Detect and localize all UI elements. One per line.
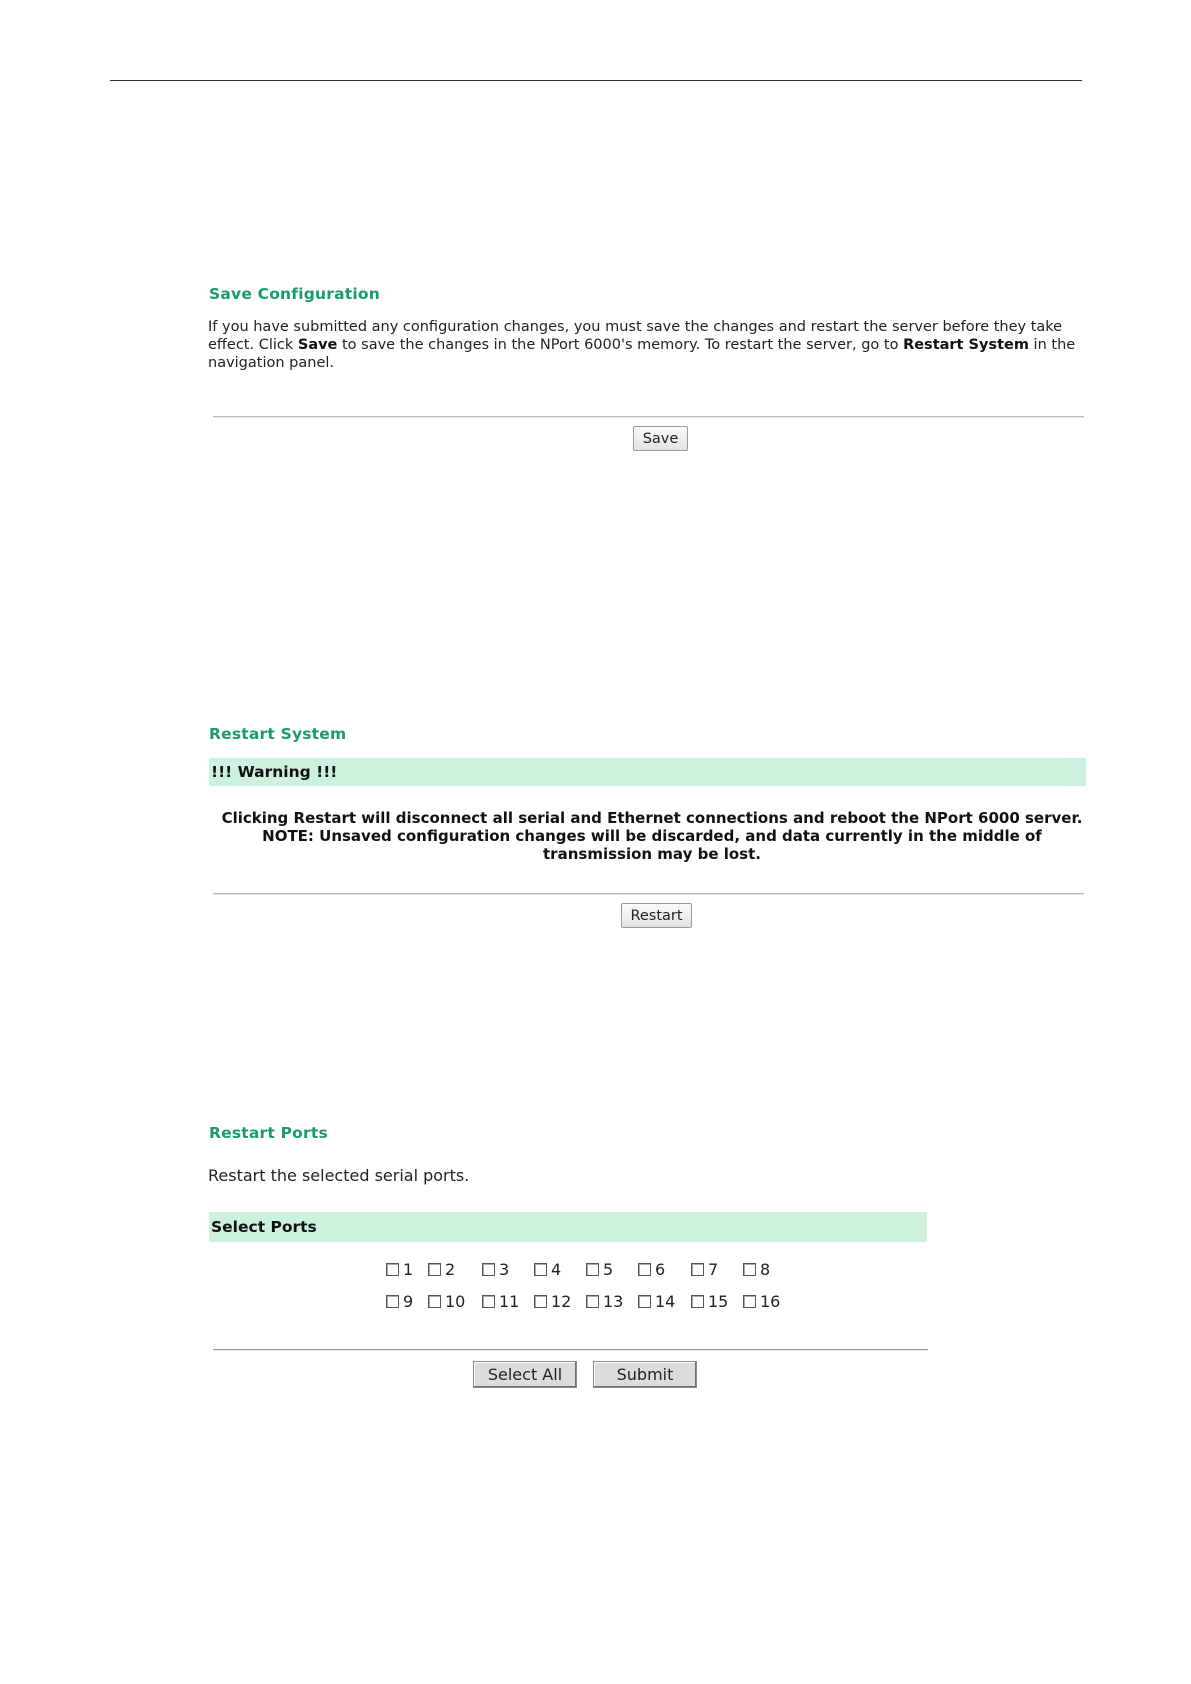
checkbox-icon[interactable] (586, 1263, 599, 1276)
port-label: 15 (708, 1291, 729, 1311)
checkbox-icon[interactable] (482, 1263, 495, 1276)
checkbox-icon[interactable] (386, 1263, 399, 1276)
port-4-checkbox[interactable] (534, 1259, 561, 1279)
warning-message (218, 809, 1086, 863)
checkbox-icon[interactable] (428, 1263, 441, 1276)
port-label: 5 (603, 1259, 614, 1279)
checkbox-icon[interactable] (743, 1263, 756, 1276)
checkbox-icon[interactable] (691, 1295, 704, 1308)
port-12-checkbox[interactable] (534, 1291, 571, 1311)
port-5-checkbox[interactable] (586, 1259, 613, 1279)
desc-bold-restart-system: Restart System (903, 337, 1029, 353)
checkbox-icon[interactable] (386, 1295, 399, 1308)
page-header-rule (110, 80, 1082, 81)
desc-text: in the navigation panel. (208, 337, 1076, 371)
save-configuration-title: Save Configuration (209, 285, 380, 303)
checkbox-icon[interactable] (638, 1295, 651, 1308)
restart-ports-title: Restart Ports (209, 1124, 328, 1142)
port-label: 1 (403, 1259, 414, 1279)
port-2-checkbox[interactable] (428, 1259, 455, 1279)
warning-line-2: NOTE: Unsaved configuration changes will be discarded, and data currently in the middle of transmission may be lost. (262, 827, 1042, 863)
port-label: 7 (708, 1259, 719, 1279)
restart-ports-description: Restart the selected serial ports. (208, 1166, 470, 1185)
save-divider (213, 416, 1084, 418)
port-8-checkbox[interactable] (743, 1259, 770, 1279)
checkbox-icon[interactable] (743, 1295, 756, 1308)
port-15-checkbox[interactable] (691, 1291, 728, 1311)
port-label: 16 (760, 1291, 781, 1311)
port-label: 3 (499, 1259, 510, 1279)
save-button[interactable]: Save (633, 426, 688, 451)
desc-text: If you have submitted any configuration changes, you must save the changes and restart the server before they take effect. Click (208, 319, 1063, 353)
checkbox-icon[interactable] (534, 1263, 547, 1276)
port-6-checkbox[interactable] (638, 1259, 665, 1279)
restart-divider (213, 893, 1084, 895)
checkbox-icon[interactable] (482, 1295, 495, 1308)
port-3-checkbox[interactable] (482, 1259, 509, 1279)
port-label: 9 (403, 1291, 414, 1311)
desc-bold-save: Save (297, 337, 338, 353)
warning-line-1: Clicking Restart will disconnect all serial and Ethernet connections and reboot the NPort 6000 server. (221, 809, 1083, 827)
desc-text: to save the changes in the NPort 6000's memory. To restart the server, go to (337, 337, 904, 353)
save-configuration-description (208, 318, 1080, 372)
warning-header: !!! Warning !!! (209, 758, 1086, 786)
port-label: 11 (499, 1291, 520, 1311)
port-14-checkbox[interactable] (638, 1291, 675, 1311)
port-7-checkbox[interactable] (691, 1259, 718, 1279)
checkbox-icon[interactable] (691, 1263, 704, 1276)
port-16-checkbox[interactable] (743, 1291, 780, 1311)
port-label: 10 (445, 1291, 466, 1311)
port-13-checkbox[interactable] (586, 1291, 623, 1311)
restart-system-title: Restart System (209, 725, 347, 743)
port-label: 14 (655, 1291, 676, 1311)
select-ports-header: Select Ports (209, 1212, 927, 1242)
port-10-checkbox[interactable] (428, 1291, 465, 1311)
port-11-checkbox[interactable] (482, 1291, 519, 1311)
port-label: 12 (551, 1291, 572, 1311)
checkbox-icon[interactable] (534, 1295, 547, 1308)
port-label: 8 (760, 1259, 771, 1279)
ports-divider (213, 1349, 928, 1351)
checkbox-icon[interactable] (586, 1295, 599, 1308)
port-label: 13 (603, 1291, 624, 1311)
port-label: 4 (551, 1259, 562, 1279)
port-label: 6 (655, 1259, 666, 1279)
submit-button[interactable]: Submit (593, 1361, 697, 1388)
select-all-button[interactable]: Select All (473, 1361, 577, 1388)
restart-button[interactable]: Restart (621, 903, 692, 928)
port-9-checkbox[interactable] (386, 1291, 413, 1311)
checkbox-icon[interactable] (638, 1263, 651, 1276)
port-label: 2 (445, 1259, 456, 1279)
checkbox-icon[interactable] (428, 1295, 441, 1308)
port-1-checkbox[interactable] (386, 1259, 413, 1279)
